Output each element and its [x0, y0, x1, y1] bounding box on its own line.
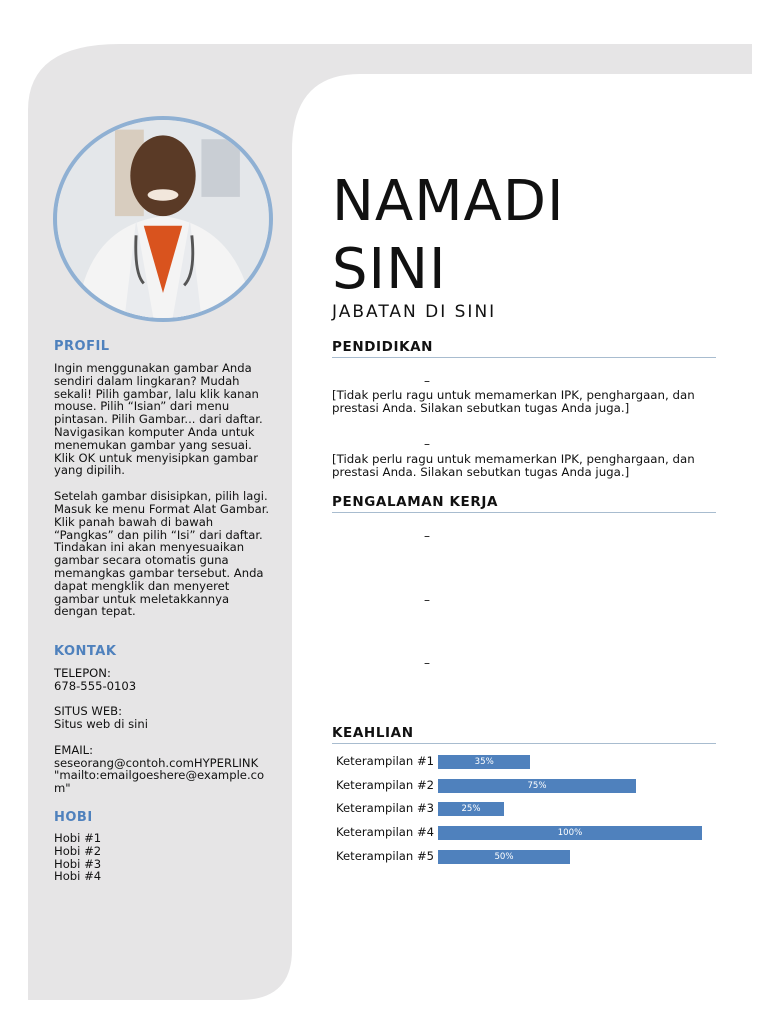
contact-block	[54, 667, 276, 795]
profile-paragraph-2: Setelah gambar disisipkan, pilih lagi. Masuk ke menu Format Alat Gambar. Klik panah bawah di bawah “Pangkas” dan pilih “Isi” dari daftar. Tindakan ini akan menyesuaikan gambar secara otomatis guna memangkas gambar tersebut. Anda dapat mengklik dan menyeret gambar untuk meletakkannya dengan tepat.	[54, 489, 270, 619]
hobby-item: Hobi #1	[54, 831, 102, 845]
hobby-item: Hobi #4	[54, 869, 102, 884]
hobbies-list	[54, 832, 276, 883]
experience-dash: –	[424, 656, 430, 670]
phone-value: 678-555-0103	[54, 678, 137, 693]
skill-bar: 75%	[438, 779, 636, 793]
experience-heading: PENGALAMAN KERJA	[332, 494, 716, 513]
hobby-item: Hobi #2	[54, 843, 102, 858]
contact-heading: KONTAK	[54, 644, 117, 659]
skill-bar: 50%	[438, 850, 570, 864]
education-dash-1: –	[424, 374, 430, 388]
skill-label: Keterampilan #1	[336, 754, 435, 768]
education-heading: PENDIDIKAN	[332, 339, 716, 358]
education-dash-2: –	[424, 437, 430, 451]
profile-heading: PROFIL	[54, 339, 110, 354]
experience-dash: –	[424, 593, 430, 607]
skill-label: Keterampilan #5	[336, 849, 435, 863]
skill-label: Keterampilan #3	[336, 801, 435, 815]
skill-label: Keterampilan #2	[336, 778, 435, 792]
phone-label: TELEPON:	[54, 666, 111, 680]
skill-bar: 25%	[438, 802, 504, 816]
skills-heading: KEAHLIAN	[332, 725, 716, 744]
education-description-2: [Tidak perlu ragu untuk memamerkan IPK, penghargaan, dan prestasi Anda. Silakan sebutkan tugas Anda juga.]	[332, 452, 695, 479]
email-value-line-2[interactable]: "mailto:emailgoeshere@example.co	[54, 768, 265, 783]
hobbies-heading: HOBI	[54, 810, 93, 825]
hobby-item: Hobi #3	[54, 856, 102, 871]
email-label: EMAIL:	[54, 742, 94, 757]
name-line-2: SINI	[332, 237, 447, 302]
email-value-line-1[interactable]: seseorang@contoh.comHYPERLINK	[54, 755, 259, 770]
profile-paragraph-1: Ingin menggunakan gambar Anda sendiri dalam lingkaran? Mudah sekali! Pilih gambar, lalu klik kanan mouse. Pilih “Isian” dari menu pintasan. Pilih Gambar... dari daftar. Navigasikan komputer Anda untuk menemukan gambar yang sesuai. Klik OK untuk menyisipkan gambar yang dipilih.	[54, 361, 263, 478]
doctor-photo-illustration	[57, 120, 269, 318]
name-line-1: NAMADI	[332, 169, 565, 234]
skill-label: Keterampilan #4	[336, 825, 435, 839]
email-value-line-3[interactable]: m"	[54, 781, 71, 796]
experience-dash: –	[424, 529, 430, 543]
skill-bar: 100%	[438, 826, 702, 840]
job-title: JABATAN DI SINI	[332, 302, 497, 322]
profile-photo	[53, 116, 273, 322]
profile-text	[54, 362, 276, 618]
skill-bar: 35%	[438, 755, 530, 769]
education-description-1: [Tidak perlu ragu untuk memamerkan IPK, penghargaan, dan prestasi Anda. Silakan sebutkan tugas Anda juga.]	[332, 388, 695, 415]
resume-name	[332, 168, 564, 304]
website-value[interactable]: Situs web di sini	[54, 717, 148, 732]
website-label: SITUS WEB:	[54, 704, 123, 719]
